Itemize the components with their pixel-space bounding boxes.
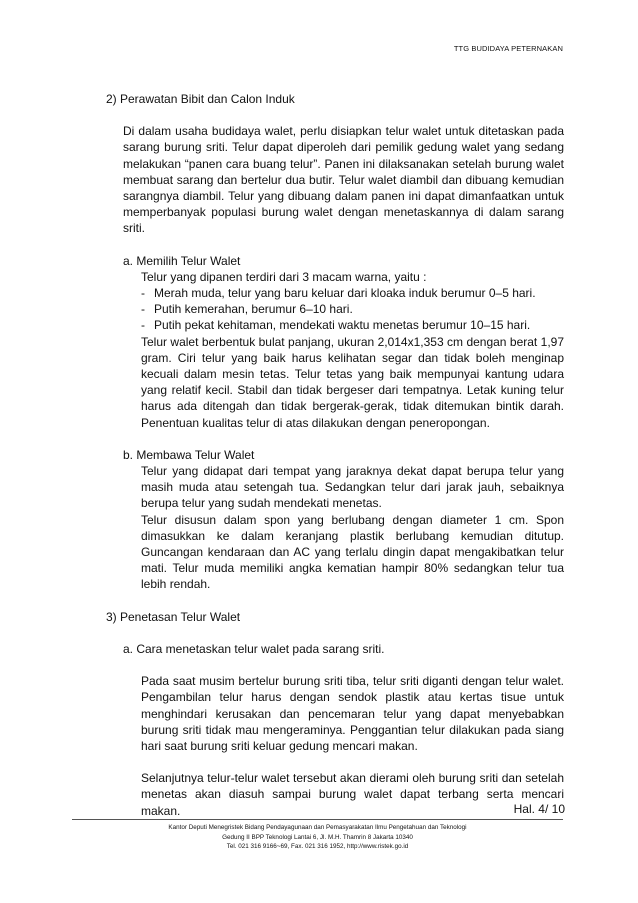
subsection-3a-heading: a. Cara menetaskan telur walet pada sarang sriti. <box>123 641 385 656</box>
section-3-heading: 3) Penetasan Telur Walet <box>106 609 241 624</box>
running-header: TTG BUDIDAYA PETERNAKAN <box>453 44 563 53</box>
subsection-2b-para-1: Telur yang didapat dari tempat yang jaraknya dekat dapat berupa telur yang masih muda atau setengah tua. Sedangkan telur dari jarak jauh, sebaiknya berupa telur yang sudah mendekati menetas. <box>141 464 564 511</box>
page-footer <box>72 823 563 852</box>
subsection-3a-body <box>141 673 564 819</box>
list-item: - Putih pekat kehitaman, mendekati waktu menetas berumur 10–15 hari. <box>141 318 531 333</box>
list-item: - Putih kemerahan, berumur 6–10 hari. <box>141 302 353 317</box>
subsection-2b-heading: b. Membawa Telur Walet <box>123 447 255 462</box>
subsection-2a-lead: Telur yang dipanen terdiri dari 3 macam warna, yaitu : <box>141 269 427 284</box>
subsection-3a-para-1: Pada saat musim bertelur burung sriti tiba, telur sriti diganti dengan telur walet. Pengambilan telur harus dengan sendok plastik atau kertas tisue untuk menghindari kerusakan dan pencemaran telur yang dapat menyebabkan burung sriti tidak mau mengeraminya. Penggantian telur dilakukan pada siang hari saat burung sriti keluar gedung mencari makan. <box>141 674 564 753</box>
section-3-body <box>123 641 564 819</box>
footer-divider <box>72 819 563 820</box>
subsection-2a-body <box>141 269 564 431</box>
section-2-intro: Di dalam usaha budidaya walet, perlu disiapkan telur walet untuk ditetaskan pada sarang burung sriti. Telur dapat diperoleh dari pemilik gedung walet yang sedang melakukan “panen cara buang telur”. Panen ini dilaksanakan setelah burung walet membuat sarang dan bertelur dua butir. Telur walet diambil dan dibuang kemudian sarangnya diambil. Telur yang dibuang dalam panen ini dapat dimanfaatkan untuk memperbanyak populasi burung walet dengan menetaskannya di dalam sarang sriti. <box>123 124 564 236</box>
footer-line-2: Gedung II BPP Teknologi Lantai 6, Jl. M.H. Thamrin 8 Jakarta 10340 <box>222 833 413 841</box>
list-item: - Merah muda, telur yang baru keluar dari kloaka induk berumur 0–5 hari. <box>141 286 536 301</box>
subsection-2b-para-2: Telur disusun dalam spon yang berlubang dengan diameter 1 cm. Spon dimasukkan ke dalam keranjang plastik berlubang kemudian ditutup. Guncangan kendaraan dan AC yang terlalu dingin dapat mengakibatkan telur mati. Telur muda memiliki angka kematian hampir 80% sedangkan telur tua lebih rendah. <box>141 512 564 592</box>
page-number: Hal. 4/ 10 <box>513 802 565 816</box>
subsection-2a-heading: a. Memilih Telur Walet <box>123 253 241 268</box>
footer-line-3: Tel. 021 316 9166~69, Fax. 021 316 1952, http://www.ristek.go.id <box>226 843 409 851</box>
section-2-body <box>123 123 564 592</box>
footer-line-1: Kantor Deputi Menegristek Bidang Pendayagunaan dan Pemasyarakatan Ilmu Pengetahuan dan Teknologi <box>168 824 467 831</box>
section-2-heading: 2) Perawatan Bibit dan Calon Induk <box>106 92 295 106</box>
subsection-2a-text: Telur walet berbentuk bulat panjang, ukuran 2,014x1,353 cm dengan berat 1,97 gram. Ciri telur yang baik harus kelihatan segar dan tidak boleh menginap kecuali dalam mesin tetas. Telur tetas yang baik mempunyai kantung udara yang relatif kecil. Stabil dan tidak bergeser dari tempatnya. Letak kuning telur harus ada ditengah dan tidak bergerak-gerak, tidak ditemukan bintik darah. Penentuan kualitas telur di atas dilakukan dengan peneropongan. <box>141 334 564 430</box>
subsection-3a-para-2: Selanjutnya telur-telur walet tersebut akan dierami oleh burung sriti dan setelah menetas akan diasuh sampai burung walet dapat terbang serta mencari makan. <box>141 771 564 818</box>
subsection-2b-body <box>141 463 564 593</box>
page-content <box>106 91 564 819</box>
